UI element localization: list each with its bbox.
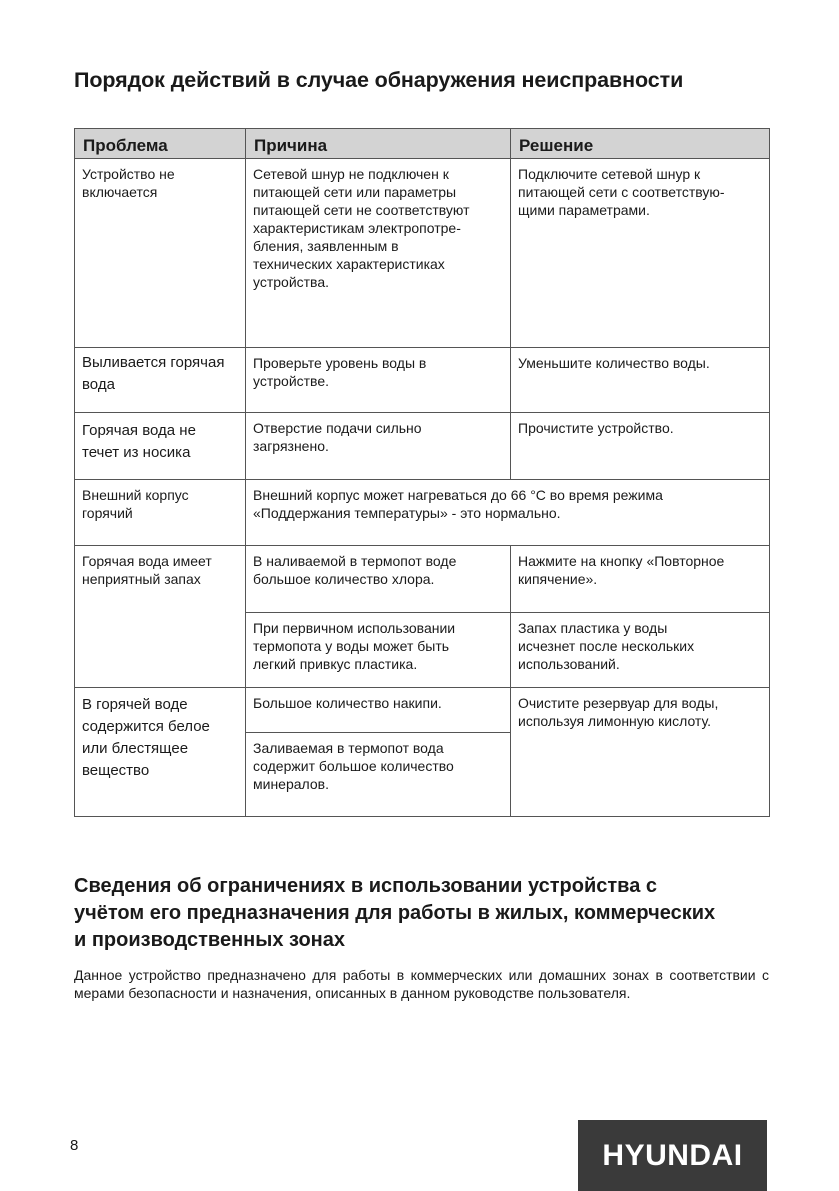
cause-cell: Большое количество накипи. [246, 688, 511, 733]
problem-cell: Горячая вода имеет неприятный запах [75, 546, 246, 688]
table-row [75, 159, 770, 348]
hyundai-logo [578, 1120, 767, 1191]
table-row [75, 688, 770, 733]
solution-cell: Запах пластика у воды исчезнет после нескольких использований. [511, 613, 770, 688]
cause-cell: При первичном использовании термопота у воды может быть легкий привкус пластика. [246, 613, 511, 688]
solution-cell: Уменьшите количество воды. [511, 348, 770, 413]
brand-text: HYUNDAI [602, 1138, 743, 1172]
solution-cell: Прочистите устройство. [511, 413, 770, 480]
table-header-row [75, 129, 770, 159]
solution-cell: Подключите сетевой шнур к питающей сети с соответствую- щими параметрами. [511, 159, 770, 348]
table-row [75, 480, 770, 546]
problem-cell: Выливается горячая вода [75, 348, 246, 413]
cause-cell: В наливаемой в термопот воде большое количество хлора. [246, 546, 511, 613]
problem-cell: Внешний корпус горячий [75, 480, 246, 546]
header-problem: Проблема [75, 129, 246, 159]
page-title: Порядок действий в случае обнаружения неисправности [74, 68, 684, 92]
table-row [75, 413, 770, 480]
cause-solution-cell: Внешний корпус может нагреваться до 66 °C во время режима «Поддержания температуры» - это нормально. [246, 480, 770, 546]
header-cause: Причина [246, 129, 511, 159]
cause-cell: Проверьте уровень воды в устройстве. [246, 348, 511, 413]
problem-cell: В горячей воде содержится белое или блестящее вещество [75, 688, 246, 817]
header-solution: Решение [511, 129, 770, 159]
cause-cell: Заливаемая в термопот вода содержит большое количество минералов. [246, 733, 511, 817]
problem-cell: Горячая вода не течет из носика [75, 413, 246, 480]
page-number: 8 [70, 1137, 79, 1154]
table-row [75, 348, 770, 413]
table-row [75, 546, 770, 613]
section-paragraph: Данное устройство предназначено для работы в коммерческих или домашних зонах в соответствии с мерами безопасности и назначения, описанных в данном руководстве пользователя. [74, 967, 769, 1001]
section-heading: Сведения об ограничениях в использовании устройства с учётом его предназначения для работы в жилых, коммерческих и производственных зонах [74, 875, 716, 951]
problem-cell: Устройство не включается [75, 159, 246, 348]
troubleshooting-table [74, 128, 770, 817]
solution-cell: Нажмите на кнопку «Повторное кипячение». [511, 546, 770, 613]
solution-cell: Очистите резервуар для воды, используя лимонную кислоту. [511, 688, 770, 817]
cause-cell: Отверстие подачи сильно загрязнено. [246, 413, 511, 480]
cause-cell: Сетевой шнур не подключен к питающей сети или параметры питающей сети не соответствуют характеристикам электропотре- бления, заявленным в технических характеристиках устройства. [246, 159, 511, 348]
